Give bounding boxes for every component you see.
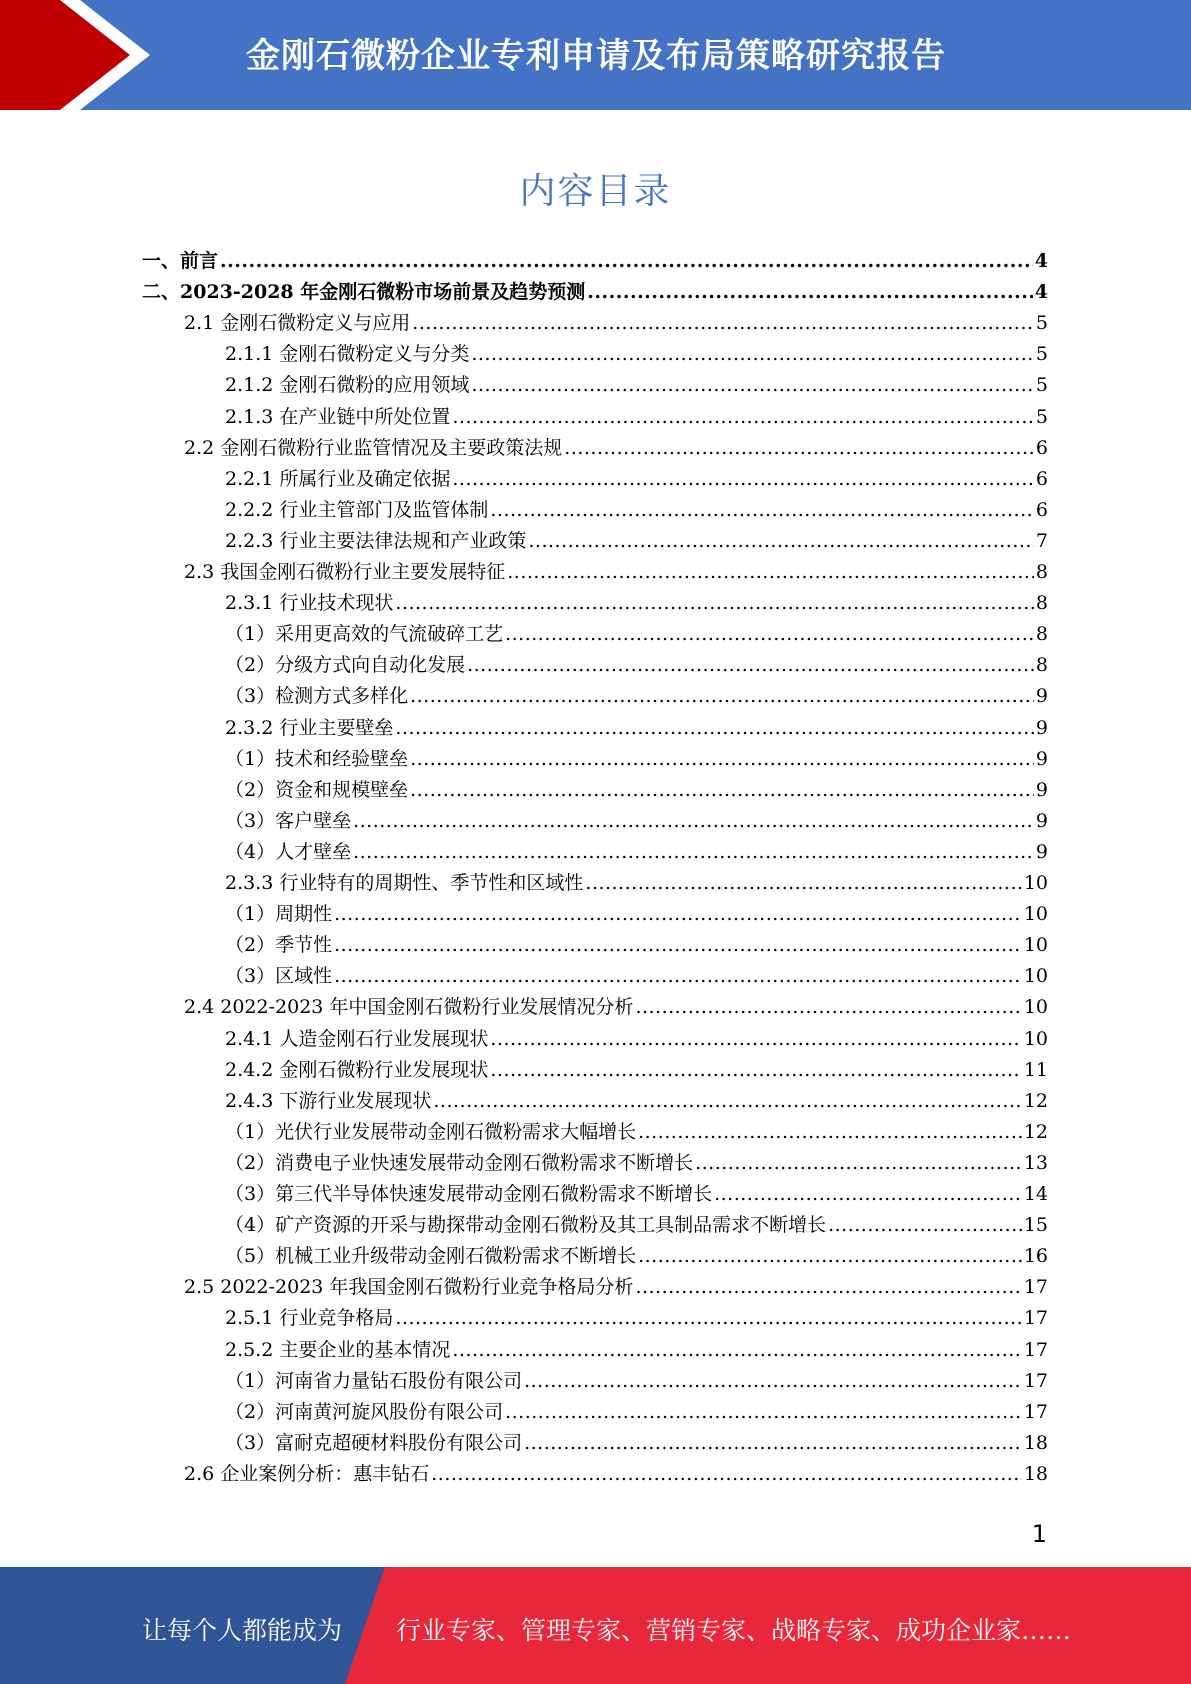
- toc-entry-page: 12: [1023, 1089, 1048, 1112]
- toc-entry-page: 8: [1035, 654, 1048, 677]
- toc-entry-page: 5: [1035, 374, 1048, 397]
- report-title: 金刚石微粉企业专利申请及布局策略研究报告: [246, 36, 946, 76]
- toc-entry[interactable]: [225, 833, 1048, 864]
- toc-entry-title: 一、前言: [142, 250, 219, 272]
- toc-leader-dots: [410, 778, 1034, 802]
- toc-entry-page: 5: [1035, 405, 1048, 428]
- toc-entry[interactable]: [225, 460, 1048, 491]
- toc-leader-dots: [585, 871, 1021, 895]
- toc-leader-dots: [410, 747, 1034, 771]
- toc-entry-page: 5: [1035, 312, 1048, 335]
- toc-entry-page: 17: [1023, 1369, 1048, 1392]
- toc-entry-title: 2.6 企业案例分析：惠丰钻石: [184, 1462, 430, 1485]
- toc-entry-title: 2.5.2 主要企业的基本情况: [225, 1338, 451, 1361]
- toc-entry[interactable]: [184, 553, 1048, 584]
- toc-entry-title: 2.5.1 行业竞争格局: [225, 1307, 394, 1330]
- toc-leader-dots: [695, 1151, 1022, 1175]
- toc-entry-title: 2.1 金刚石微粉定义与应用: [184, 312, 411, 335]
- toc-entry-title: 2.5 2022-2023 年我国金刚石微粉行业竞争格局分析: [184, 1276, 634, 1299]
- toc-entry-page: 8: [1035, 592, 1048, 615]
- toc-entry-title: （3）客户壁垒: [225, 809, 352, 832]
- toc-entry-page: 10: [1023, 903, 1048, 926]
- toc-entry-title: （1）光伏行业发展带动金刚石微粉需求大幅增长: [225, 1120, 637, 1143]
- toc-entry-page: 14: [1023, 1183, 1048, 1205]
- toc-entry[interactable]: [225, 1299, 1048, 1330]
- toc-entry[interactable]: [225, 740, 1048, 771]
- toc-entry-title: 2.2.1 所属行业及确定依据: [225, 467, 451, 490]
- toc-entry-title: （3）第三代半导体快速发展带动金刚石微粉需求不断增长: [225, 1183, 713, 1205]
- toc-entry[interactable]: [225, 615, 1048, 646]
- toc-entry[interactable]: [225, 709, 1048, 740]
- toc-leader-dots: [220, 249, 1033, 273]
- toc-entry[interactable]: [225, 1206, 1048, 1237]
- toc-entry-title: （4）人才壁垒: [225, 840, 352, 863]
- toc-leader-dots: [490, 498, 1034, 522]
- toc-entry-page: 8: [1035, 561, 1048, 583]
- toc-leader-dots: [638, 1244, 1022, 1268]
- toc-entry-title: （3）区域性: [225, 965, 333, 988]
- toc-leader-dots: [524, 1369, 1022, 1393]
- toc-entry-page: 9: [1035, 685, 1048, 708]
- toc-leader-dots: [353, 840, 1034, 864]
- toc-entry-title: 2.1.3 在产业链中所处位置: [225, 405, 451, 428]
- toc-entry-page: 16: [1023, 1245, 1048, 1268]
- toc-entry-title: 2.3.2 行业主要壁垒: [225, 716, 394, 739]
- toc-entry[interactable]: [225, 335, 1048, 366]
- toc-entry[interactable]: [225, 1393, 1048, 1424]
- toc-entry-page: 9: [1035, 716, 1048, 739]
- toc-entry-title: （3）富耐克超硬材料股份有限公司: [225, 1431, 523, 1454]
- toc-entry-title: 2.2.2 行业主管部门及监管体制: [225, 498, 489, 521]
- toc-leader-dots: [452, 1338, 1021, 1362]
- toc-entry[interactable]: [225, 771, 1048, 802]
- toc-entry-page: 6: [1035, 436, 1048, 459]
- toc-leader-dots: [395, 1306, 1021, 1330]
- toc-entry-title: （2）季节性: [225, 934, 333, 957]
- footer-slogan-left: 让每个人都能成为: [142, 1616, 343, 1645]
- toc-entry[interactable]: [225, 1113, 1048, 1144]
- toc-entry[interactable]: [184, 429, 1048, 460]
- toc-entry[interactable]: [225, 1237, 1048, 1268]
- toc-leader-dots: [524, 1431, 1022, 1455]
- toc-leader-dots: [412, 311, 1034, 335]
- toc-entry[interactable]: [225, 366, 1048, 397]
- toc-entry-title: 2.2 金刚石微粉行业监管情况及主要政策法规: [184, 436, 563, 459]
- toc-entry-page: 9: [1035, 840, 1048, 863]
- footer-slogan-right: 行业专家、管理专家、营销专家、战略专家、成功企业家……: [396, 1616, 1072, 1645]
- toc-entry[interactable]: [225, 1082, 1048, 1113]
- toc-entry-page: 10: [1023, 1027, 1048, 1050]
- toc-leader-dots: [638, 1120, 1022, 1144]
- toc-entry[interactable]: [225, 398, 1048, 429]
- toc-entry-page: 17: [1023, 1307, 1048, 1330]
- toc-entry-title: （2）河南黄河旋风股份有限公司: [225, 1400, 504, 1423]
- toc-entry-title: 2.3.3 行业特有的周期性、季节性和区域性: [225, 872, 584, 894]
- toc-entry[interactable]: [225, 864, 1048, 895]
- toc-leader-dots: [334, 964, 1022, 988]
- toc-entry-page: 6: [1035, 467, 1048, 490]
- toc-entry-page: 17: [1023, 1400, 1048, 1423]
- toc-entry-title: 2.4.1 人造金刚石行业发展现状: [225, 1027, 489, 1050]
- toc-leader-dots: [505, 622, 1034, 646]
- toc-entry[interactable]: [184, 304, 1048, 335]
- toc-entry-page: 8: [1035, 623, 1048, 646]
- toc-entry[interactable]: [225, 1051, 1048, 1082]
- toc-entry[interactable]: [225, 677, 1048, 708]
- toc-leader-dots: [471, 373, 1034, 397]
- toc-leader-dots: [395, 591, 1034, 615]
- toc-leader-dots: [528, 529, 1034, 553]
- toc-entry-page: 6: [1035, 498, 1048, 521]
- toc-leader-dots: [587, 280, 1033, 304]
- toc-leader-dots: [467, 653, 1034, 677]
- toc-entry-page: 5: [1035, 343, 1048, 366]
- toc-entry-title: 2.4 2022-2023 年中国金刚石微粉行业发展情况分析: [184, 996, 634, 1019]
- toc-entry-page: 17: [1023, 1338, 1048, 1361]
- toc-entry[interactable]: [225, 646, 1048, 677]
- toc-entry[interactable]: [225, 957, 1048, 988]
- toc-entry[interactable]: [225, 926, 1048, 957]
- toc-entry[interactable]: [184, 988, 1048, 1019]
- toc-entry[interactable]: [225, 1020, 1048, 1051]
- toc-leader-dots: [471, 342, 1034, 366]
- toc-entry-title: 2.3.1 行业技术现状: [225, 592, 394, 615]
- toc-entry-title: 2.4.2 金刚石微粉行业发展现状: [225, 1058, 489, 1081]
- toc-entry[interactable]: [225, 1424, 1048, 1455]
- toc-entry[interactable]: [225, 1331, 1048, 1362]
- toc-entry[interactable]: [225, 1144, 1048, 1175]
- toc-leader-dots: [334, 902, 1022, 926]
- toc-entry[interactable]: [184, 1268, 1048, 1299]
- toc-entry-page: 10: [1023, 934, 1048, 957]
- toc-leader-dots: [828, 1213, 1022, 1237]
- toc-entry[interactable]: [225, 491, 1048, 522]
- toc-entry[interactable]: [142, 273, 1048, 304]
- toc-entry-title: 2.1.2 金刚石微粉的应用领域: [225, 374, 470, 397]
- toc-heading: 内容目录: [519, 171, 672, 212]
- toc-entry[interactable]: [225, 1362, 1048, 1393]
- toc-entry-title: （3）检测方式多样化: [225, 685, 409, 708]
- toc-entry-page: 4: [1034, 281, 1048, 304]
- toc-leader-dots: [507, 560, 1034, 584]
- toc-entry[interactable]: [225, 1175, 1048, 1206]
- toc-leader-dots: [353, 809, 1034, 833]
- toc-entry[interactable]: [184, 1455, 1048, 1486]
- toc-entry[interactable]: [225, 802, 1048, 833]
- toc-entry-title: （2）消费电子业快速发展带动金刚石微粉需求不断增长: [225, 1151, 694, 1174]
- toc-leader-dots: [431, 1462, 1022, 1486]
- toc-entry-page: 7: [1035, 529, 1048, 552]
- toc-leader-dots: [410, 684, 1034, 708]
- toc-entry-page: 13: [1023, 1151, 1048, 1174]
- toc-entry-page: 18: [1023, 1431, 1048, 1454]
- toc-entry-page: 10: [1023, 965, 1048, 988]
- toc-entry-page: 9: [1035, 747, 1048, 770]
- toc-entry-title: （5）机械工业升级带动金刚石微粉需求不断增长: [225, 1245, 637, 1268]
- toc-entry[interactable]: [225, 584, 1048, 615]
- toc-entry-title: 2.4.3 下游行业发展现状: [225, 1089, 432, 1112]
- toc-leader-dots: [714, 1182, 1022, 1206]
- toc-entry-title: （1）采用更高效的气流破碎工艺: [225, 623, 504, 646]
- toc-entry-page: 10: [1023, 872, 1048, 894]
- page-header: [0, 0, 1191, 110]
- toc-entry-page: 4: [1034, 250, 1048, 272]
- toc-entry[interactable]: [225, 522, 1048, 553]
- toc-leader-dots: [452, 405, 1034, 429]
- toc-entry-page: 15: [1023, 1214, 1048, 1237]
- toc-entry-title: 二、2023-2028 年金刚石微粉市场前景及趋势预测: [142, 281, 586, 304]
- toc-entry-title: （2）资金和规模壁垒: [225, 778, 409, 801]
- toc-leader-dots: [433, 1089, 1021, 1113]
- toc-entry-title: 2.2.3 行业主要法律法规和产业政策: [225, 529, 527, 552]
- toc-entry-title: （2）分级方式向自动化发展: [225, 654, 466, 677]
- toc-entry-page: 9: [1035, 809, 1048, 832]
- toc-entry-page: 11: [1023, 1058, 1048, 1081]
- toc-entry-title: （1）技术和经验壁垒: [225, 747, 409, 770]
- toc-entry-title: 2.1.1 金刚石微粉定义与分类: [225, 343, 470, 366]
- toc-entry-title: 2.3 我国金刚石微粉行业主要发展特征: [184, 561, 506, 583]
- toc-leader-dots: [635, 1275, 1021, 1299]
- toc-leader-dots: [490, 1027, 1021, 1051]
- page-footer: [0, 1567, 1191, 1684]
- toc-entry[interactable]: [225, 895, 1048, 926]
- toc-entry-title: （4）矿产资源的开采与勘探带动金刚石微粉及其工具制品需求不断增长: [225, 1214, 827, 1237]
- toc-entry-title: （1）周期性: [225, 903, 333, 926]
- toc-entry[interactable]: [142, 242, 1048, 273]
- page-number: 1: [1031, 1520, 1047, 1548]
- toc-entry-page: 9: [1035, 778, 1048, 801]
- toc-leader-dots: [505, 1400, 1022, 1424]
- toc-entry-page: 12: [1023, 1120, 1048, 1143]
- toc-entry-page: 18: [1023, 1462, 1048, 1485]
- toc-entry-page: 17: [1023, 1276, 1048, 1299]
- toc-leader-dots: [564, 436, 1034, 460]
- toc-entry-page: 10: [1023, 996, 1048, 1019]
- toc-leader-dots: [395, 716, 1034, 740]
- toc-leader-dots: [452, 467, 1034, 491]
- toc-leader-dots: [490, 1058, 1021, 1082]
- toc-entry-title: （1）河南省力量钻石股份有限公司: [225, 1369, 523, 1392]
- toc-leader-dots: [334, 933, 1022, 957]
- toc-leader-dots: [635, 995, 1021, 1019]
